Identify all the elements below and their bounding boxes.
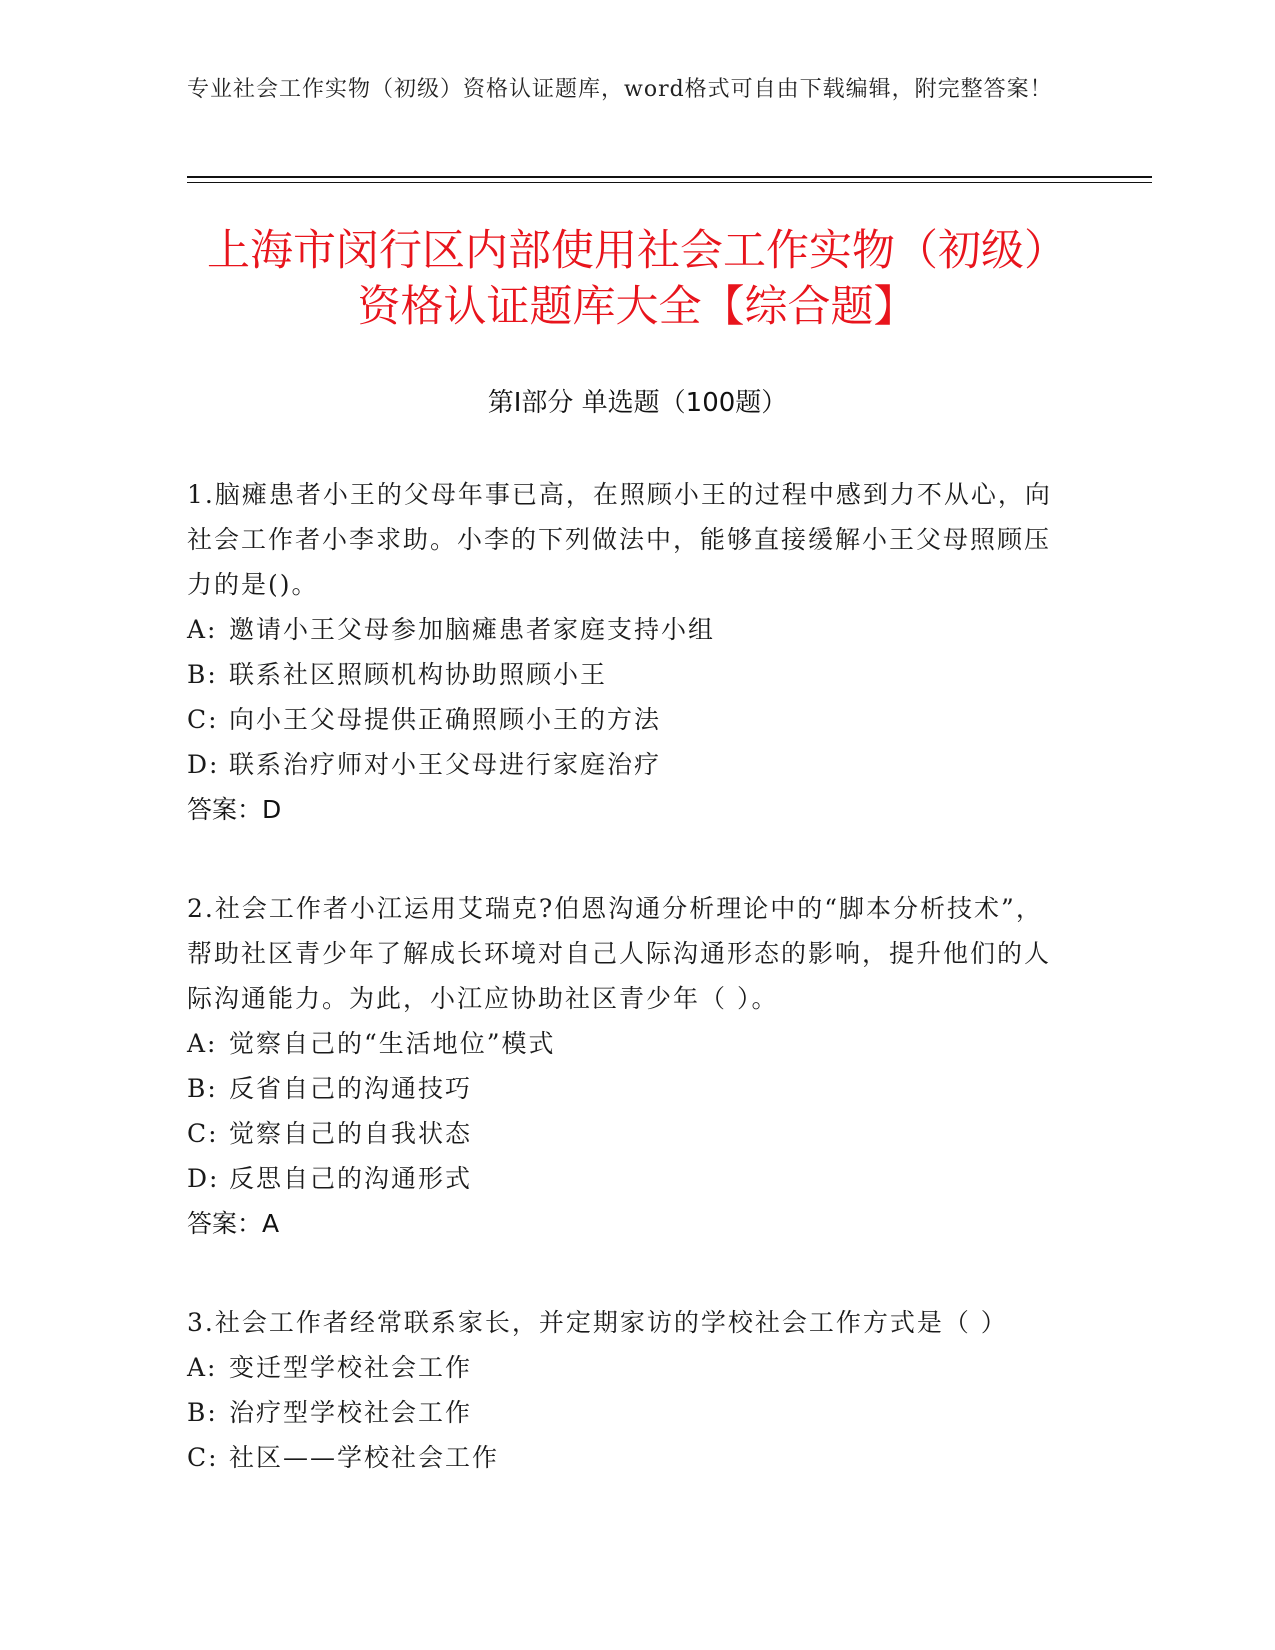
option-key: D: <box>187 750 220 779</box>
question-stem: 1.脑瘫患者小王的父母年事已高，在照顾小王的过程中感到力不从心，向社会工作者小李求助。小李的下列做法中，能够直接缓解小王父母照顾压力的是()。 <box>187 480 1052 599</box>
option-text: 向小王父母提供正确照顾小王的方法 <box>229 705 662 734</box>
document-title: 上海市闵行区内部使用社会工作实物（初级）资格认证题库大全【综合题】 <box>207 226 1067 332</box>
option-key: C: <box>187 1119 219 1148</box>
option-key: C: <box>187 705 219 734</box>
question-list <box>187 472 1067 1534</box>
header-rule-thin <box>187 182 1152 183</box>
question-stem: 3.社会工作者经常联系家长，并定期家访的学校社会工作方式是（ ） <box>187 1308 1008 1337</box>
question-stem: 2.社会工作者小江运用艾瑞克?伯恩沟通分析理论中的“脚本分析技术”，帮助社区青少年了解成长环境对自己人际沟通形态的影响，提升他们的人际沟通能力。为此，小江应协助社区青少年（ ）。 <box>187 894 1052 1013</box>
answer-line: 答案：D <box>187 795 282 824</box>
option-a <box>187 607 1067 652</box>
option-key: B: <box>187 1398 218 1427</box>
option-text: 反省自己的沟通技巧 <box>229 1074 473 1103</box>
option-text: 社区——学校社会工作 <box>229 1443 500 1472</box>
option-d <box>187 1156 1067 1201</box>
option-a <box>187 1021 1067 1066</box>
option-text: 联系社区照顾机构协助照顾小王 <box>229 660 608 689</box>
option-text: 治疗型学校社会工作 <box>229 1398 473 1427</box>
option-d <box>187 742 1067 787</box>
option-key: B: <box>187 660 218 689</box>
option-key: A: <box>187 615 218 644</box>
section-heading: 第Ⅰ部分 单选题（100题） <box>487 388 788 418</box>
option-b <box>187 1066 1067 1111</box>
question-3 <box>187 1300 1067 1480</box>
option-key: C: <box>187 1443 219 1472</box>
option-a <box>187 1345 1067 1390</box>
option-text: 邀请小王父母参加脑瘫患者家庭支持小组 <box>229 615 716 644</box>
answer-line: 答案：A <box>187 1209 280 1238</box>
header-rule-thick <box>187 176 1152 178</box>
header-note: 专业社会工作实物（初级）资格认证题库，word格式可自由下载编辑，附完整答案！ <box>187 77 1053 102</box>
option-key: A: <box>187 1353 218 1382</box>
option-c <box>187 697 1067 742</box>
option-text: 联系治疗师对小王父母进行家庭治疗 <box>229 750 662 779</box>
option-b <box>187 652 1067 697</box>
question-2 <box>187 886 1067 1246</box>
option-text: 觉察自己的自我状态 <box>229 1119 473 1148</box>
option-b <box>187 1390 1067 1435</box>
option-text: 反思自己的沟通形式 <box>229 1164 473 1193</box>
option-c <box>187 1111 1067 1156</box>
question-1 <box>187 472 1067 832</box>
option-text: 觉察自己的“生活地位”模式 <box>229 1029 556 1058</box>
option-c <box>187 1435 1067 1480</box>
option-key: B: <box>187 1074 218 1103</box>
option-text: 变迁型学校社会工作 <box>229 1353 473 1382</box>
option-key: A: <box>187 1029 218 1058</box>
option-key: D: <box>187 1164 220 1193</box>
